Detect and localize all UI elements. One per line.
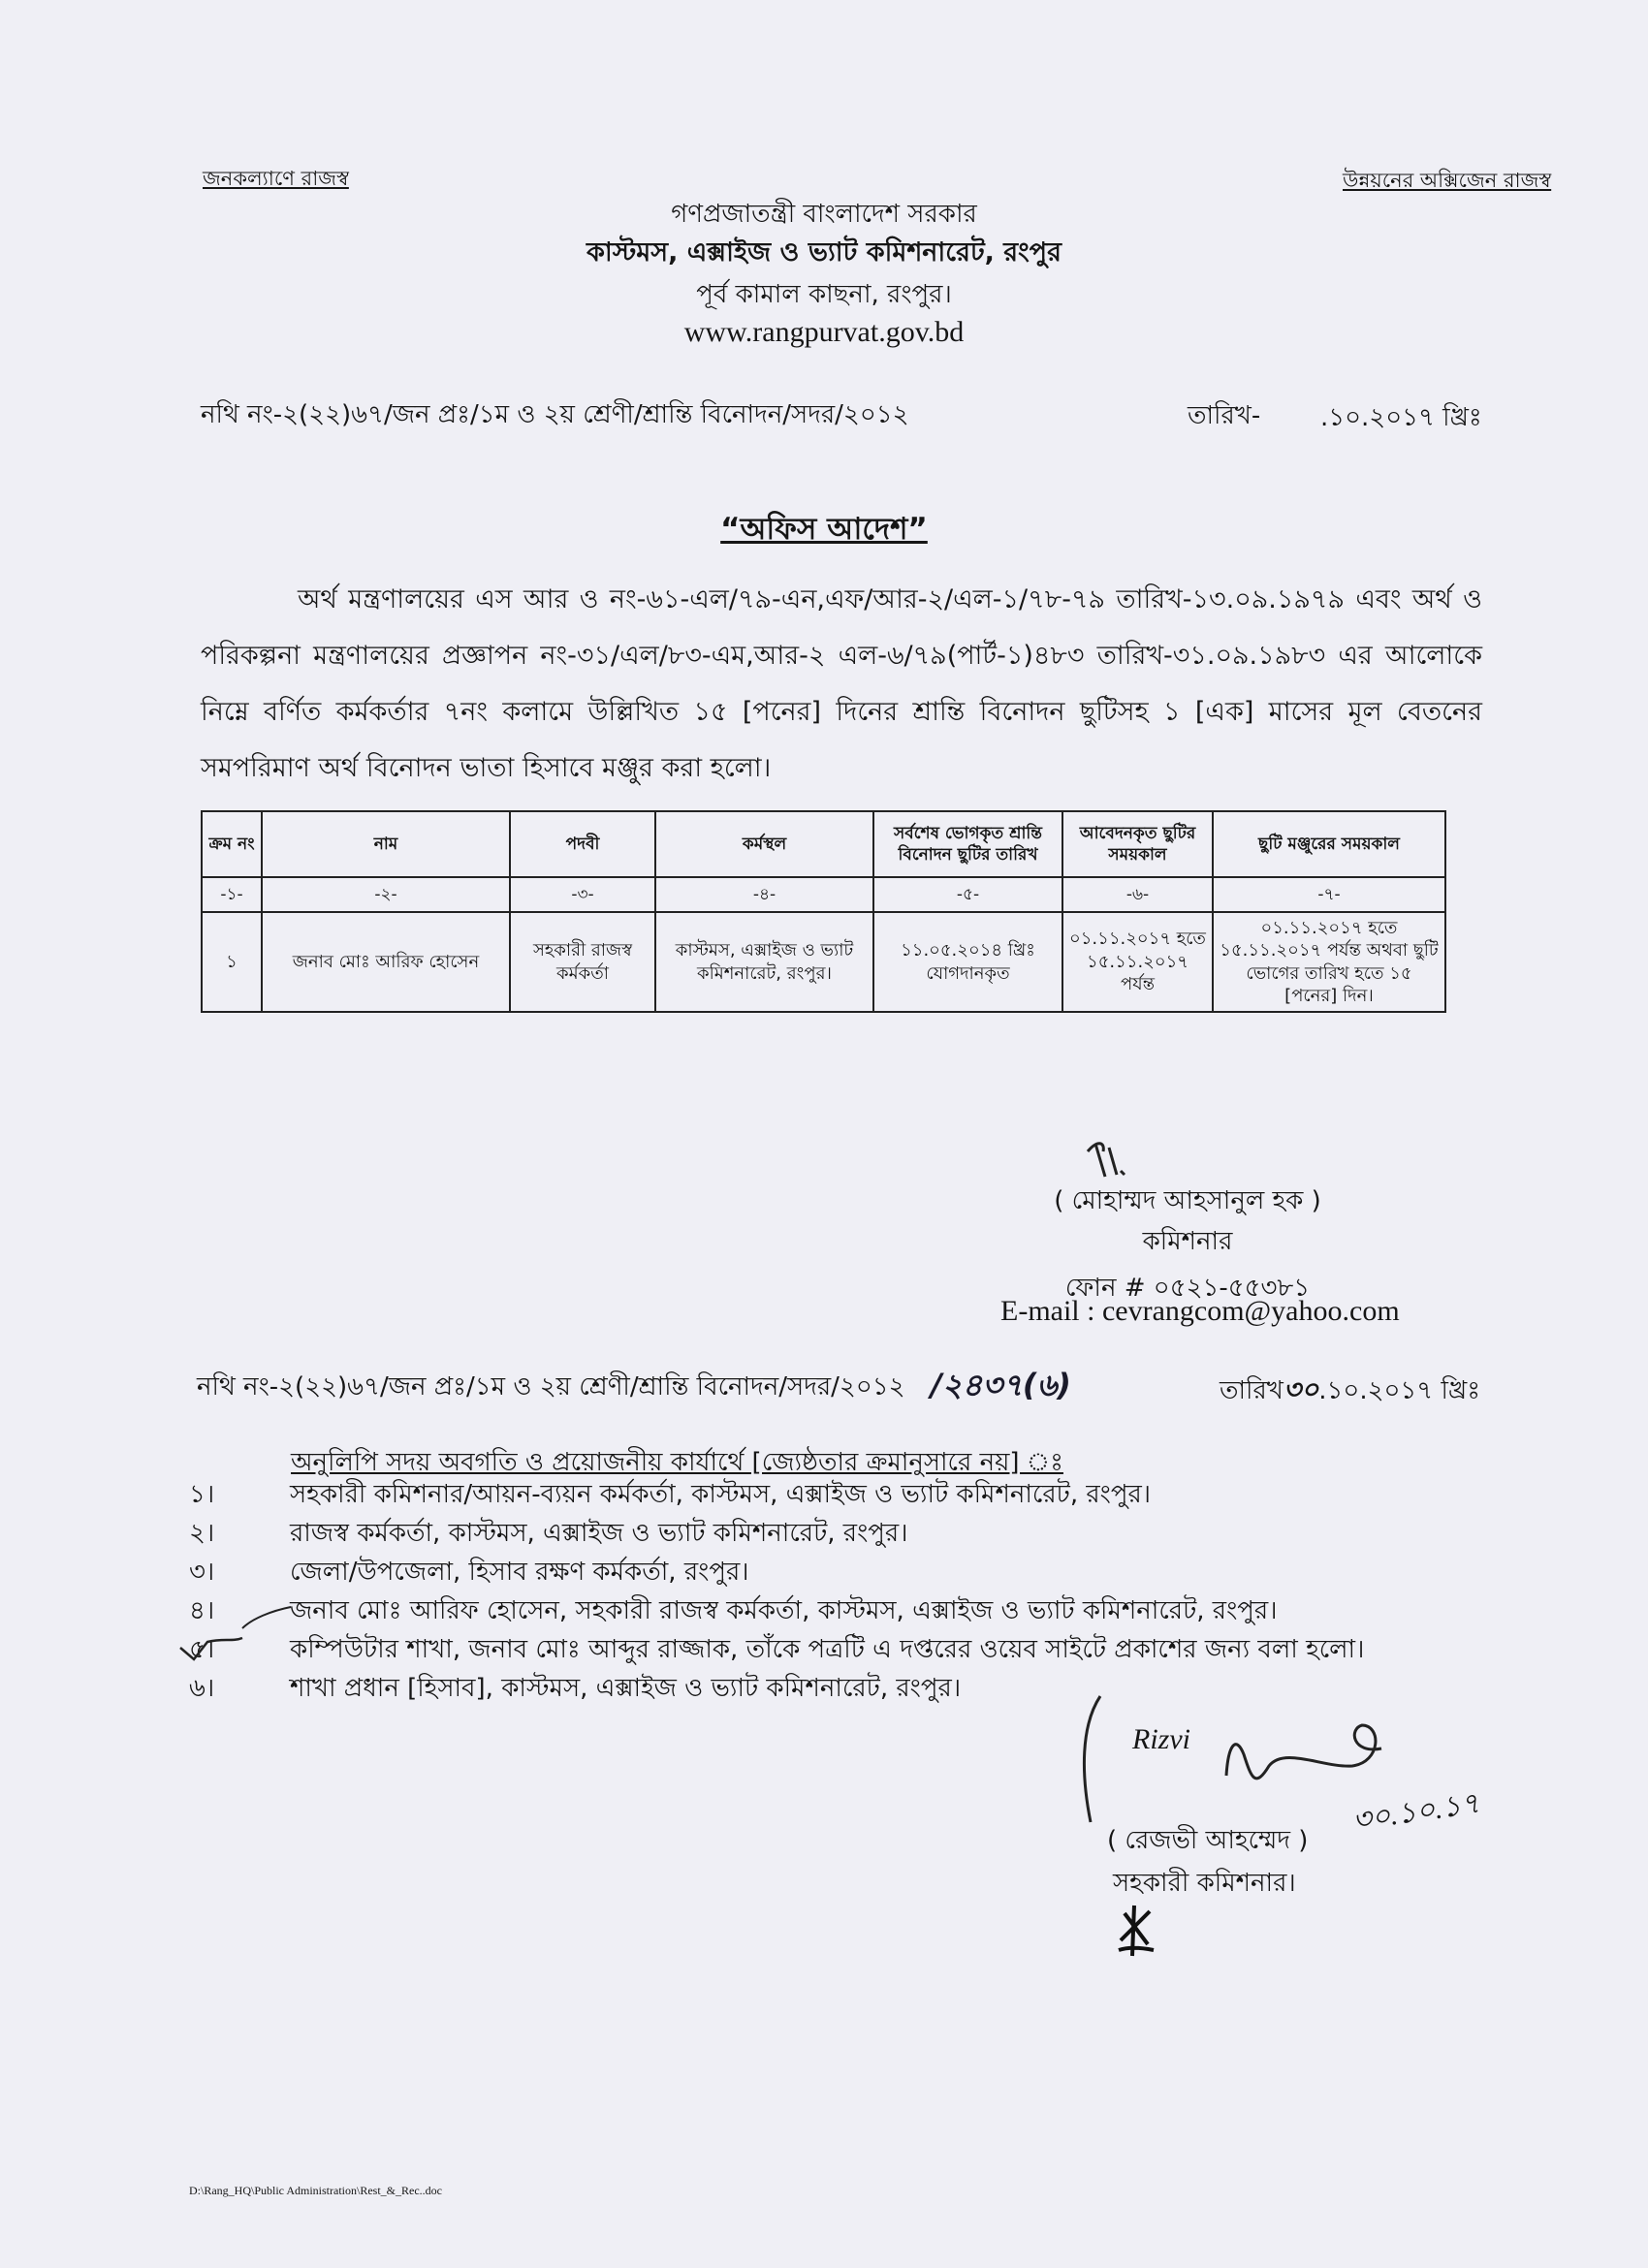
website: www.rangpurvat.gov.bd	[683, 316, 965, 348]
cell-serial: ১	[202, 912, 262, 1012]
commissioner-designation: কমিশনার	[1142, 1227, 1233, 1256]
memo-date-label: তারিখ	[1220, 1376, 1284, 1405]
assistant-signature-date: ৩০.১০.১৭	[1350, 1786, 1482, 1838]
list-item-number: ২।	[189, 1519, 215, 1548]
memo-handwritten-day: ৩০	[1283, 1373, 1319, 1405]
col-header-sanctioned-period: ছুটি মঞ্জুরের সময়কাল	[1213, 811, 1445, 877]
order-body: অর্থ মন্ত্রণালয়ের এস আর ও নং-৬১-এল/৭৯-এন,এফ/আর-২/এল-১/৭৮-৭৯ তারিখ-১৩.০৯.১৯৭৯ এবং অর্থ ও পরিকল্পনা মন্ত্রণালয়ের প্রজ্ঞাপন নং-৩১/এল/৮৩-এম,আর-২ এল-৬/৭৯(পার্ট-১)৪৮৩ তারিখ-৩১.০৯.১৯৮৩ এর আলোকে নিম্নে বর্ণিত কর্মকর্তার ৭নং কলামে উল্লিখিত ১৫ [পনের] দিনের শ্রান্তি বিনোদন ছুটিসহ ১ [এক] মাসের মূল বেতনের সমপরিমাণ অর্থ বিনোদন ভাতা হিসাবে মঞ্জুর করা হলো।	[201, 584, 1482, 783]
list-item-text: শাখা প্রধান [হিসাব], কাস্টমস, এক্সাইজ ও ভ্যাট কমিশনারেট, রংপুর।	[290, 1674, 962, 1703]
list-item-text: সহকারী কমিশনার/আয়ন-ব্যয়ন কর্মকর্তা, কাস্টমস, এক্সাইজ ও ভ্যাট কমিশনারেট, রংপুর।	[290, 1480, 1152, 1509]
footer-file-path: D:\Rang_HQ\Public Administration\Rest_&_Rec..doc	[189, 2184, 442, 2197]
list-item	[189, 1514, 1364, 1553]
list-item-number: ৩।	[189, 1558, 215, 1587]
assistant-signature-scribble: Rizvi	[1132, 1723, 1190, 1755]
office-address: পূর্ব কামাল কাছনা, রংপুর।	[696, 280, 952, 309]
memo-file-number: নথি নং-২(২২)৬৭/জন প্রঃ/১ম ও ২য় শ্রেণী/শ্রান্তি বিনোদন/সদর/২০১২	[197, 1372, 905, 1402]
cell-last-leave: ১১.০৫.২০১৪ খ্রিঃ যোগদানকৃত	[873, 912, 1062, 1012]
order-title	[0, 506, 1648, 556]
assistant-signature-icon	[1062, 1686, 1566, 1842]
cell-applied-period: ০১.১১.২০১৭ হতে ১৫.১১.২০১৭ পর্যন্ত	[1062, 912, 1213, 1012]
column-number: -২-	[262, 877, 510, 912]
assistant-designation: সহকারী কমিশনার।	[1113, 1869, 1296, 1898]
col-header-last-leave: সর্বশেষ ভোগকৃত শ্রান্তি বিনোদন ছুটির তারিখ	[873, 811, 1062, 877]
cell-workplace: কাস্টমস, এক্সাইজ ও ভ্যাট কমিশনারেট, রংপুর।	[655, 912, 873, 1012]
table-header-row	[202, 811, 1445, 877]
order-title-text: “অফিস আদেশ”	[720, 512, 928, 547]
list-item	[189, 1553, 1364, 1591]
leave-table	[201, 810, 1446, 1013]
copy-list	[189, 1475, 1364, 1708]
memo-date-value: .১০.২০১৭ খ্রিঃ	[1318, 1376, 1481, 1405]
list-item-number: ১।	[189, 1480, 215, 1509]
assistant-name: ( রেজভী আহম্মেদ )	[1107, 1826, 1309, 1855]
cell-sanctioned-period: ০১.১১.২০১৭ হতে ১৫.১১.২০১৭ পর্যন্ত অথবা ছুটি ভোগের তারিখ হতে ১৫ [পনের] দিন।	[1213, 912, 1445, 1012]
initial-mark-icon	[1111, 1902, 1159, 1960]
column-number: -৬-	[1062, 877, 1213, 912]
cell-designation: সহকারী রাজস্ব কর্মকর্তা	[510, 912, 655, 1012]
column-number: -১-	[202, 877, 262, 912]
list-item-text: জেলা/উপজেলা, হিসাব রক্ষণ কর্মকর্তা, রংপুর।	[290, 1558, 749, 1587]
motto-right: উন্নয়নের অক্সিজেন রাজস্ব	[1343, 169, 1552, 192]
list-item-number: ৫।	[189, 1635, 215, 1664]
col-header-name: নাম	[262, 811, 510, 877]
date-value: .১০.২০১৭ খ্রিঃ	[1320, 403, 1482, 432]
list-item-text: কম্পিউটার শাখা, জনাব মোঃ আব্দুর রাজ্জাক, তাঁকে পত্রটি এ দপ্তরের ওয়েব সাইটে প্রকাশের জন্য বলা হলো।	[290, 1635, 1365, 1664]
annotation-mark-icon	[174, 1599, 301, 1677]
commissioner-signature-icon	[1076, 1132, 1154, 1186]
list-item	[189, 1630, 1364, 1669]
list-item	[189, 1591, 1364, 1630]
cell-name: জনাব মোঃ আরিফ হোসেন	[262, 912, 510, 1012]
column-number: -৩-	[510, 877, 655, 912]
commissioner-email: E-mail : cevrangcom@yahoo.com	[1000, 1295, 1400, 1327]
memo-date	[1220, 1369, 1480, 1414]
commissioner-block	[1008, 1181, 1367, 1310]
memo-handwritten-number: /২৪৩৭(৬)	[931, 1367, 1071, 1403]
col-header-serial: ক্রম নং	[202, 811, 262, 877]
government-name: গণপ্রজাতন্ত্রী বাংলাদেশ সরকার	[671, 200, 977, 229]
column-number: -৫-	[873, 877, 1062, 912]
col-header-applied-period: আবেদনকৃত ছুটির সময়কাল	[1062, 811, 1213, 877]
table-column-number-row	[202, 877, 1445, 912]
column-number: -৪-	[655, 877, 873, 912]
list-item	[189, 1475, 1364, 1514]
list-item-number: ৬।	[189, 1674, 215, 1703]
commissioner-name: ( মোহাম্মদ আহসানুল হক )	[1054, 1186, 1321, 1215]
file-number: নথি নং-২(২২)৬৭/জন প্রঃ/১ম ও ২য় শ্রেণী/শ্রান্তি বিনোদন/সদর/২০১২	[201, 400, 909, 429]
table-row	[202, 912, 1445, 1012]
motto-left: জনকল্যাণে রাজস্ব	[203, 167, 349, 190]
list-item-text: জনাব মোঃ আরিফ হোসেন, সহকারী রাজস্ব কর্মকর্তা, কাস্টমস, এক্সাইজ ও ভ্যাট কমিশনারেট, রংপুর।	[290, 1596, 1278, 1625]
copy-heading-text: অনুলিপি সদয় অবগতি ও প্রয়োজনীয় কার্যার্থে [জ্যেষ্ঠতার ক্রমানুসারে নয়] ঃ	[291, 1448, 1063, 1477]
col-header-designation: পদবী	[510, 811, 655, 877]
list-item-number: ৪।	[189, 1596, 215, 1625]
column-number: -৭-	[1213, 877, 1445, 912]
list-item-text: রাজস্ব কর্মকর্তা, কাস্টমস, এক্সাইজ ও ভ্যাট কমিশনারেট, রংপুর।	[290, 1519, 908, 1548]
commissioner-phone: ফোন # ০৫২১-৫৫৩৮১	[1064, 1274, 1311, 1303]
office-name: কাস্টমস, এক্সাইজ ও ভ্যাট কমিশনারেট, রংপুর	[586, 237, 1062, 268]
date-label: তারিখ-	[1188, 401, 1261, 430]
col-header-workplace: কর্মস্থল	[655, 811, 873, 877]
